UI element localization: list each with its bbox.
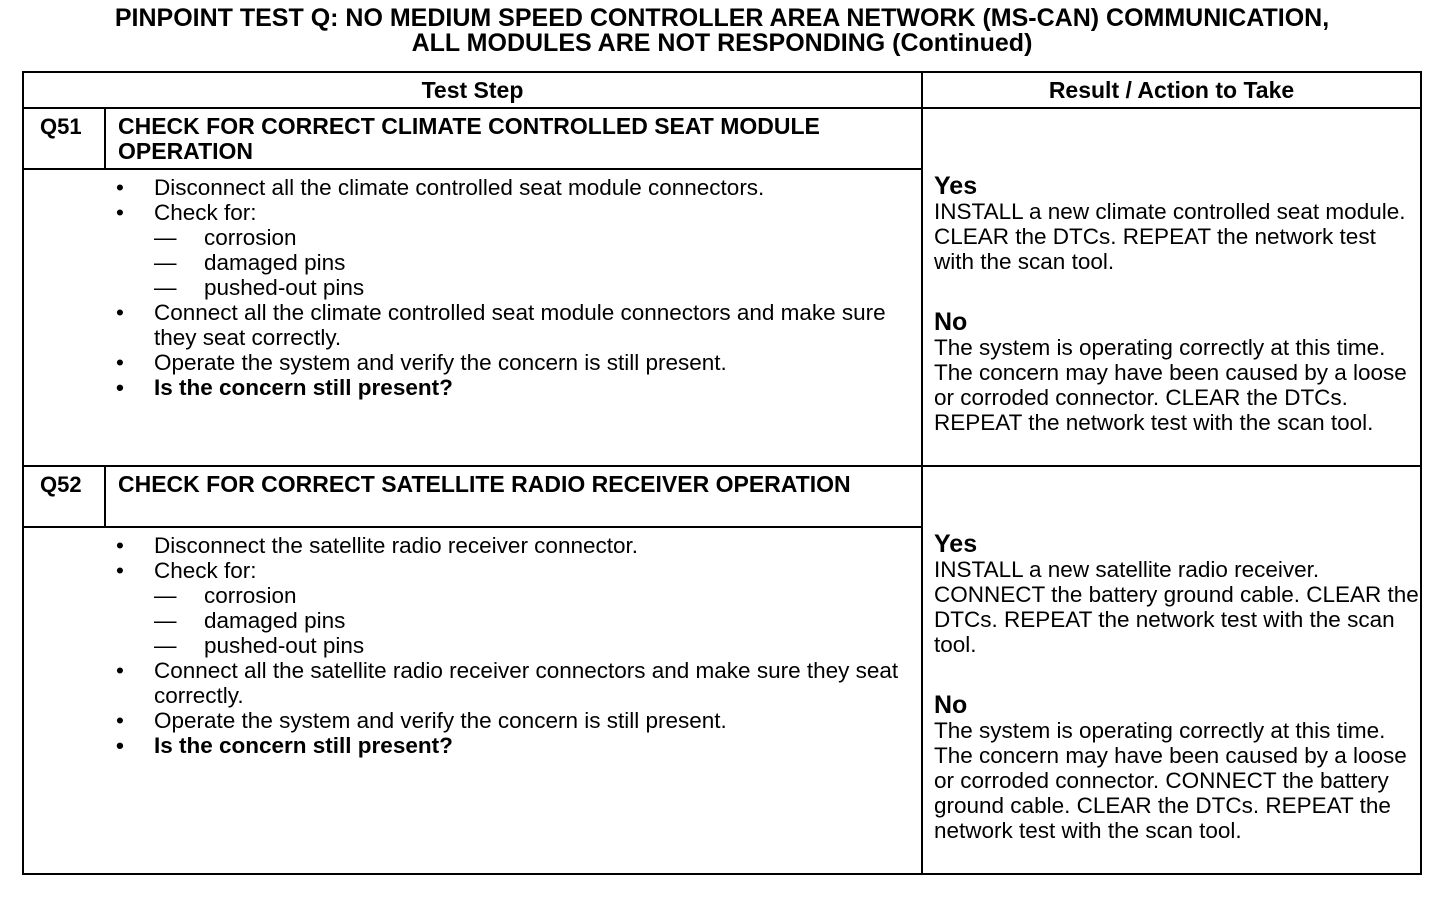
list-item — [114, 658, 914, 708]
no-label: No — [934, 308, 968, 336]
list-item-question — [114, 733, 914, 758]
list-item-text: Is the concern still present? — [154, 375, 453, 400]
bullet-icon: • — [116, 558, 124, 583]
q52-step-id: Q52 — [40, 472, 82, 497]
bullet-icon: • — [116, 200, 124, 225]
section-rule — [22, 465, 1422, 467]
q51-step-id: Q51 — [40, 114, 82, 139]
q52-step-title: CHECK FOR CORRECT SATELLITE RADIO RECEIVER OPERATION — [118, 471, 851, 497]
header-rule — [22, 107, 1422, 109]
bullet-icon: • — [116, 533, 124, 558]
sub-item-text: corrosion — [204, 225, 297, 250]
no-action: The system is operating correctly at this time. The concern may have been caused by a loose or corroded connector. CONNECT the battery ground cable. CLEAR the DTCs. REPEAT the network test with the scan tool. — [934, 718, 1407, 843]
dash-icon: — — [154, 633, 177, 658]
dash-icon: — — [154, 225, 177, 250]
no-label: No — [934, 691, 968, 719]
list-item — [114, 200, 914, 225]
sub-item-text: pushed-out pins — [204, 275, 365, 300]
list-item-text: Check for: — [154, 558, 257, 583]
list-item-text: Operate the system and verify the concern is still present. — [154, 708, 727, 733]
dash-icon: — — [154, 275, 177, 300]
list-item — [114, 558, 914, 583]
sub-item-text: damaged pins — [204, 608, 346, 633]
q52-action-list — [114, 533, 914, 758]
q52-id-divider — [104, 465, 106, 528]
sub-item — [114, 250, 914, 275]
list-item-text: Disconnect all the climate controlled seat module connectors. — [154, 175, 765, 200]
header-test-step: Test Step — [421, 77, 524, 103]
q52-title-rule — [22, 526, 922, 528]
page-title — [22, 6, 1422, 56]
list-item-question — [114, 375, 914, 400]
sub-item-text: corrosion — [204, 583, 297, 608]
header-result: Result / Action to Take — [1048, 77, 1295, 103]
bullet-icon: • — [116, 733, 124, 758]
yes-label: Yes — [934, 172, 978, 200]
q51-result — [934, 173, 1419, 435]
list-item-text: Is the concern still present? — [154, 733, 453, 758]
yes-label: Yes — [934, 530, 978, 558]
no-action: The system is operating correctly at this time. The concern may have been caused by a loose or corroded connector. CLEAR the DTCs. REPEAT the network test with the scan tool. — [934, 335, 1407, 435]
sub-item — [114, 225, 914, 250]
sub-item — [114, 275, 914, 300]
list-item-text: Operate the system and verify the concern is still present. — [154, 350, 727, 375]
sub-item — [114, 608, 914, 633]
q51-action-list — [114, 175, 914, 400]
sub-item — [114, 633, 914, 658]
dash-icon: — — [154, 608, 177, 633]
list-item-text: Connect all the satellite radio receiver connectors and make sure they seat correctly. — [154, 658, 899, 708]
list-item — [114, 300, 914, 350]
page-title-line2: ALL MODULES ARE NOT RESPONDING (Continued) — [411, 29, 1033, 57]
yes-action: INSTALL a new satellite radio receiver. CONNECT the battery ground cable. CLEAR the DTCs. REPEAT the network test with the scan tool. — [934, 557, 1419, 657]
dash-icon: — — [154, 583, 177, 608]
yes-action: INSTALL a new climate controlled seat module. CLEAR the DTCs. REPEAT the network test with the scan tool. — [934, 199, 1406, 274]
sub-item — [114, 583, 914, 608]
q51-step-title: CHECK FOR CORRECT CLIMATE CONTROLLED SEAT MODULE OPERATION — [118, 113, 820, 164]
list-item-text: Check for: — [154, 200, 257, 225]
list-item — [114, 533, 914, 558]
bullet-icon: • — [116, 300, 124, 325]
bullet-icon: • — [116, 708, 124, 733]
list-item — [114, 175, 914, 200]
list-item — [114, 350, 914, 375]
list-item-text: Disconnect the satellite radio receiver connector. — [154, 533, 639, 558]
bullet-icon: • — [116, 658, 124, 683]
list-item-text: Connect all the climate controlled seat module connectors and make sure they seat correctly. — [154, 300, 886, 350]
q51-title-rule — [22, 168, 922, 170]
bullet-icon: • — [116, 375, 124, 400]
q52-result — [934, 531, 1419, 843]
q51-id-divider — [104, 107, 106, 169]
sub-item-text: pushed-out pins — [204, 633, 365, 658]
list-item — [114, 708, 914, 733]
bullet-icon: • — [116, 175, 124, 200]
dash-icon: — — [154, 250, 177, 275]
bullet-icon: • — [116, 350, 124, 375]
column-divider — [921, 71, 923, 875]
sub-item-text: damaged pins — [204, 250, 346, 275]
page-title-line1: PINPOINT TEST Q: NO MEDIUM SPEED CONTROLLER AREA NETWORK (MS-CAN) COMMUNICATION, — [114, 4, 1330, 32]
